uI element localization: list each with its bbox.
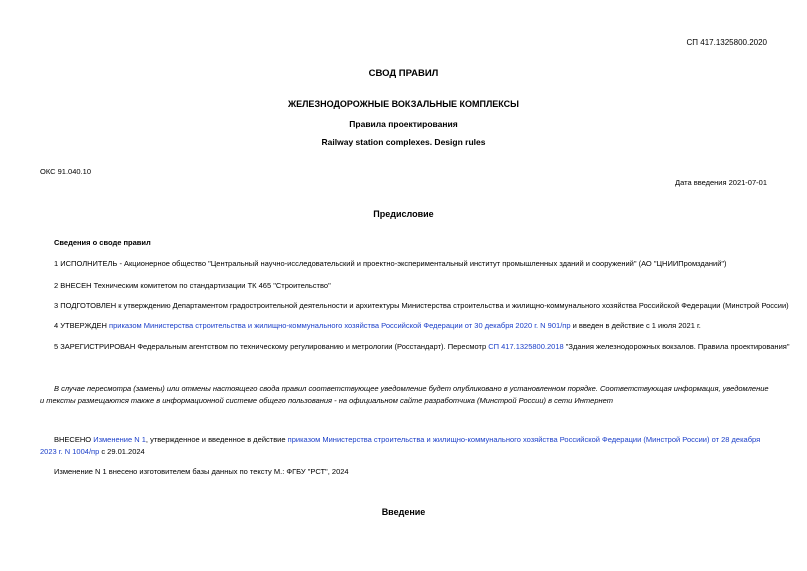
info-item-5 bbox=[54, 342, 790, 351]
amendment-suffix: с 29.01.2024 bbox=[99, 447, 145, 456]
introduction-date: Дата введения 2021-07-01 bbox=[675, 178, 767, 187]
info-item-5-suffix: "Здания железнодорожных вокзалов. Правила проектирования" bbox=[563, 342, 790, 351]
amendment-prefix: ВНЕСЕНО bbox=[54, 435, 94, 444]
revised-standard-link[interactable]: СП 417.1325800.2018 bbox=[488, 342, 564, 351]
document-subtitle: Правила проектирования bbox=[349, 119, 458, 129]
info-item-3: 3 ПОДГОТОВЛЕН к утверждению Департаментом градостроительной деятельности и архитектуры Министерства строительства и жилищно-коммунального хозяйства Российской Федерации (Минстрой России) bbox=[54, 301, 789, 310]
info-item-4-suffix: и введен в действие с 1 июля 2021 г. bbox=[570, 321, 701, 330]
approval-order-link[interactable]: приказом Министерства строительства и жилищно-коммунального хозяйства Российской Федерации от 30 декабря 2020 г. N 901/пр bbox=[109, 321, 571, 330]
info-item-2: 2 ВНЕСЕН Техническим комитетом по стандартизации ТК 465 "Строительство" bbox=[54, 281, 331, 290]
amendment-info bbox=[40, 434, 770, 458]
info-item-1: 1 ИСПОЛНИТЕЛЬ - Акционерное общество "Центральный научно-исследовательский и проектно-экспериментальный институт промышленных зданий и сооружений" (АО "ЦНИИПромзданий") bbox=[54, 259, 727, 268]
document-title-english: Railway station complexes. Design rules bbox=[321, 137, 486, 147]
preface-title: Предисловие bbox=[373, 209, 434, 219]
revision-notice: В случае пересмотра (замены) или отмены настоящего свода правил соответствующее уведомление будет опубликовано в установленном порядке. Соответствующая информация, уведомление и тексты размещаются также в информационной системе общего пользования - на официальном сайте разработчика (Минстрой России) в сети Интернет bbox=[40, 384, 769, 405]
amendment-order-link[interactable]: приказом Министерства строительства и жилищно-коммунального хозяйства Российской Федерации (Минстрой России) от 28 декабря 2023 г. N 1004/пр bbox=[40, 435, 761, 456]
info-item-5-prefix: 5 ЗАРЕГИСТРИРОВАН Федеральным агентством по техническому регулированию и метрологии (Росстандарт). Пересмотр bbox=[54, 342, 489, 351]
document-title: ЖЕЛЕЗНОДОРОЖНЫЕ ВОКЗАЛЬНЫЕ КОМПЛЕКСЫ bbox=[287, 99, 519, 109]
amendment-note: Изменение N 1 внесено изготовителем базы данных по тексту М.: ФГБУ "РСТ", 2024 bbox=[54, 467, 349, 476]
introduction-title: Введение bbox=[381, 507, 426, 517]
info-item-4-prefix: 4 УТВЕРЖДЕН bbox=[54, 321, 110, 330]
document-heading: СВОД ПРАВИЛ bbox=[368, 68, 439, 79]
document-code: СП 417.1325800.2020 bbox=[686, 38, 767, 47]
info-section-title: Сведения о своде правил bbox=[54, 238, 151, 247]
info-item-4 bbox=[54, 321, 701, 330]
amendment-link[interactable]: Изменение N 1 bbox=[93, 435, 146, 444]
oks-code: ОКС 91.040.10 bbox=[40, 167, 91, 176]
amendment-middle: , утвержденное и введенное в действие bbox=[145, 435, 288, 444]
